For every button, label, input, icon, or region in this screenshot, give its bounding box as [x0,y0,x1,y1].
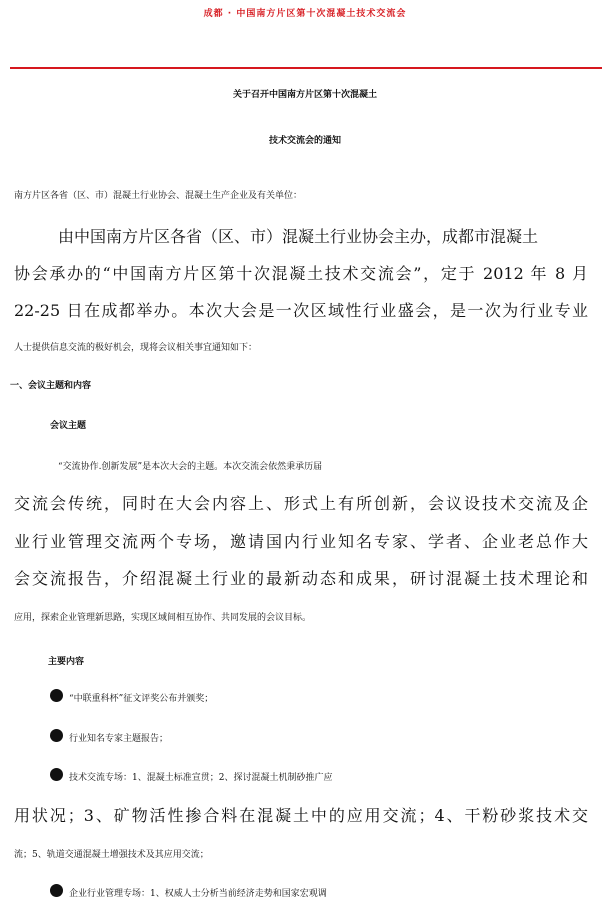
bullet-text: 企业行业管理专场：1、权威人士分析当前经济走势和国家宏观调 [69,889,327,899]
bullet-item [50,729,610,749]
bullet-text: 行业知名专家主题报告； [69,734,169,744]
notice-title-line-2: 技术交流会的通知 [268,136,341,146]
theme-line: 会交流报告，介绍混凝土行业的最新动态和成果，研讨混凝土技术理论和 [14,569,588,588]
header-divider [10,67,602,69]
bullet-item [50,689,610,709]
bullet-text: 技术交流专场：1、混凝土标准宣贯；2、探讨混凝土机制砂推广应 [69,773,333,783]
bullet-item [50,768,610,788]
bullet-continuation: 流；5、轨道交通混凝土增强技术及其应用交流； [14,850,209,860]
theme-heading: 会议主题 [50,421,87,431]
bullet-dot-icon [50,689,63,702]
intro-line: 人士提供信息交流的极好机会，现将会议相关事宜通知如下： [14,343,258,353]
bullet-dot-icon [50,884,63,897]
intro-line: 由中国南方片区各省（区、市）混凝土行业协会主办，成都市混凝土 [58,227,539,246]
theme-line: “交流协作.创新发展”是本次大会的主题。本次交流会依然秉承历届 [58,462,323,472]
bullet-text: “中联重科杯”征文评奖公布并颁奖； [69,694,214,704]
theme-line: 应用，探索企业管理新思路，实现区域间相互协作、共同发展的会议目标。 [14,613,312,623]
content-heading: 主要内容 [48,657,85,667]
section-heading: 一、会议主题和内容 [10,381,92,391]
bullet-dot-icon [50,729,63,742]
intro-line: 协会承办的“中国南方片区第十次混凝土技术交流会”，定于 2012 年 8 月 [14,264,588,283]
bullet-continuation: 用状况；3、矿物活性掺合料在混凝土中的应用交流；4、干粉砂浆技术交 [14,806,588,825]
notice-title-line-1: 关于召开中国南方片区第十次混凝土 [232,90,377,100]
bullet-dot-icon [50,768,63,781]
theme-line: 业行业管理交流两个专场，邀请国内行业知名专家、学者、企业老总作大 [14,532,588,551]
addressee: 南方片区各省（区、市）混凝土行业协会、混凝土生产企业及有关单位： [14,191,303,201]
intro-line: 22-25 日在成都举办。本次大会是一次区域性行业盛会，是一次为行业专业 [14,301,588,320]
bullet-item [50,884,610,904]
conference-header: 成都 · 中国南方片区第十次混凝土技术交流会 [203,9,407,19]
theme-line: 交流会传统，同时在大会内容上、形式上有所创新，会议设技术交流及企 [14,494,588,513]
